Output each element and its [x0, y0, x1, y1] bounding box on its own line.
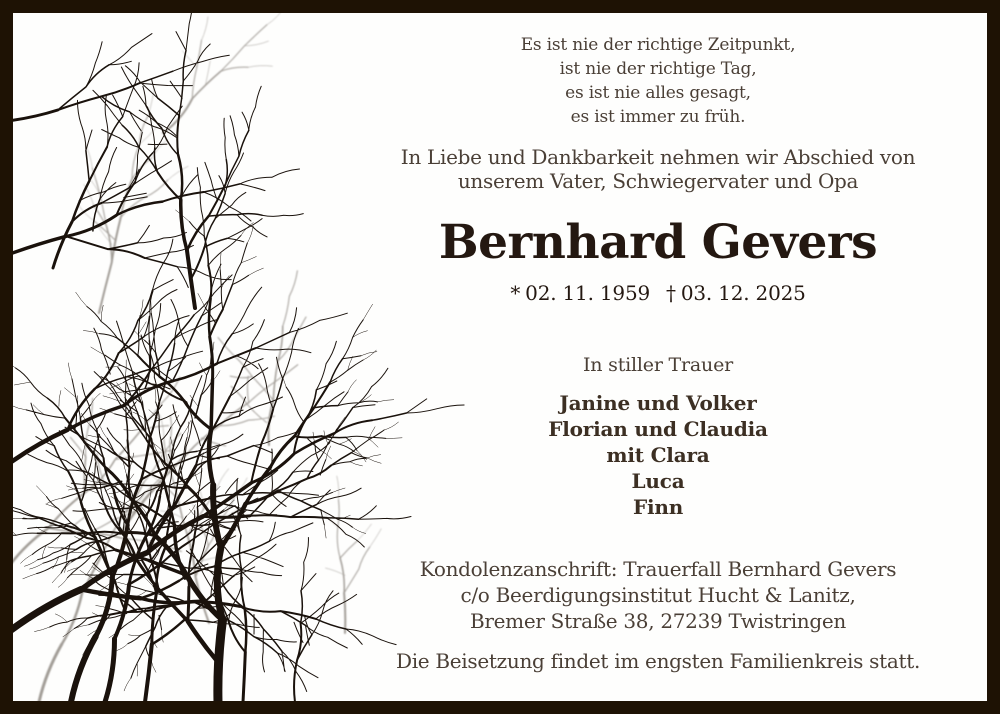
epigraph-poem: [340, 33, 976, 129]
mourner-name: Luca: [631, 469, 685, 493]
mourning-label: In stiller Trauer: [582, 354, 733, 376]
poem-line: Es ist nie der richtige Zeitpunkt,: [520, 35, 796, 55]
deceased-name: Bernhard Gevers: [438, 215, 878, 270]
mourner-name: Finn: [632, 495, 684, 519]
condolence-line: Kondolenzanschrift: Trauerfall Bernhard Gevers: [419, 557, 897, 581]
mourner-name: mit Clara: [606, 443, 710, 467]
condolence-address: [340, 556, 976, 634]
notice-text-column: [340, 13, 976, 701]
death-date: 03. 12. 2025: [680, 281, 806, 305]
mourner-name: Janine und Volker: [559, 391, 757, 415]
mourner-name: Florian und Claudia: [548, 417, 768, 441]
farewell-intro: [340, 145, 976, 193]
death-cross-symbol: †: [666, 281, 676, 305]
life-dates: [340, 281, 976, 305]
intro-line: In Liebe und Dankbarkeit nehmen wir Abschied von: [400, 145, 916, 169]
condolence-line: Bremer Straße 38, 27239 Twistringen: [469, 609, 847, 633]
condolence-line: c/o Beerdigungsinstitut Hucht & Lanitz,: [460, 583, 856, 607]
poem-line: ist nie der richtige Tag,: [559, 59, 757, 79]
poem-line: es ist nie alles gesagt,: [565, 83, 751, 103]
intro-line: unserem Vater, Schwiegervater und Opa: [457, 169, 859, 193]
birth-date: 02. 11. 1959: [525, 281, 650, 305]
closing-line: Die Beisetzung findet im engsten Familienkreis statt.: [395, 649, 921, 673]
poem-line: es ist immer zu früh.: [570, 107, 746, 127]
mourners-list: [340, 390, 976, 520]
birth-star-symbol: *: [510, 281, 521, 305]
